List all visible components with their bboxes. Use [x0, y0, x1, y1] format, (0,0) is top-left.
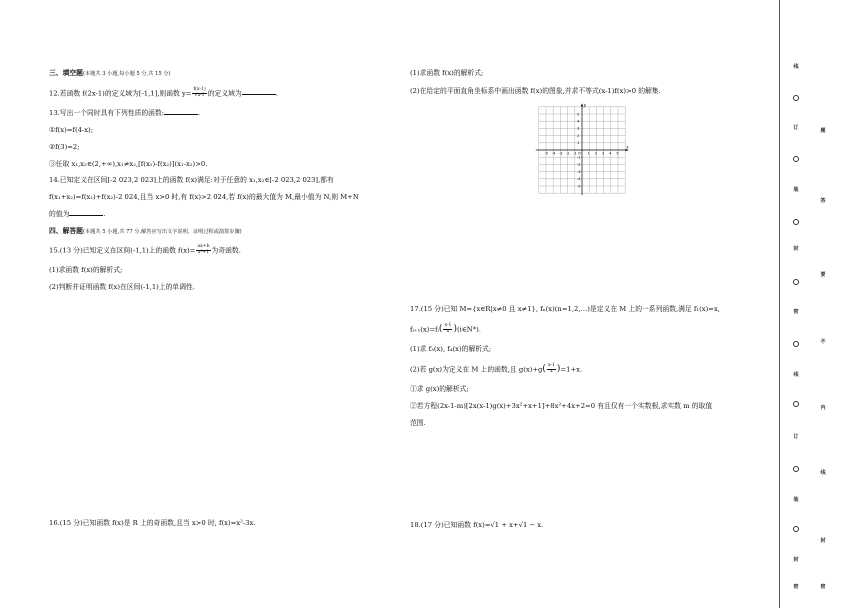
section-4-heading — [49, 227, 242, 235]
q15-frac-num: ax+b — [197, 244, 210, 249]
q17-part-2-fraction — [547, 364, 556, 375]
x-tick-label: 2 — [594, 151, 598, 156]
q17-line-2-rparen: ) — [453, 324, 457, 334]
binding-char: 线 — [793, 372, 799, 378]
binding-hole-circle — [793, 156, 799, 162]
y-tick-label: 3 — [577, 126, 580, 131]
q17-part-2-lparen: ( — [542, 364, 546, 374]
coordinate-grid-svg — [536, 103, 628, 197]
y-tick-label: 1 — [577, 141, 580, 146]
q17-line-2-prefix: fᵢ₊₁(x)=fᵢ — [410, 325, 439, 334]
q15-prefix: 15.(13 分)已知定义在区间(-1,1)上的函数 f(x)= — [49, 246, 196, 255]
binding-hole-circle — [793, 466, 799, 472]
y-tick-label: 2 — [577, 133, 580, 138]
binding-char: 要 — [820, 272, 826, 278]
q15-fraction — [196, 245, 210, 256]
binding-char: 装 — [793, 187, 799, 193]
x-tick-label: -1 — [573, 151, 577, 156]
y-tick-label: -3 — [577, 169, 581, 174]
q14-answer-blank[interactable] — [69, 210, 106, 218]
x-tick-label: -3 — [558, 151, 563, 156]
q17-line-2-frac-num: x-1 — [444, 323, 452, 329]
q12-prefix: 12.若函数 f(2x-1)的定义域为[-1,1],则函数 y= — [49, 89, 192, 98]
x-axis-label: x — [626, 145, 629, 151]
q17-part-2-prefix: (2)若 g(x)为定义在 M 上的函数,且 g(x)+g — [410, 365, 543, 374]
binding-char: 订 — [793, 434, 799, 440]
question-18: 18.(17 分)已知函数 f(x)=√1 + x+√1 − x. — [410, 521, 544, 529]
q17-line-2 — [410, 324, 481, 335]
binding-hole-circle — [793, 341, 799, 347]
x-tick-label: 5 — [616, 151, 619, 156]
binding-char: 封 — [793, 557, 799, 563]
q17-line-2-suffix: (i∈N*). — [456, 325, 481, 334]
q17-sub-1: ①求 g(x)的解析式; — [410, 385, 469, 393]
x-tick-label: 1 — [587, 151, 590, 156]
q12-suffix: 的定义域为 — [207, 89, 242, 98]
question-12 — [49, 88, 278, 99]
q17-part-2 — [410, 364, 582, 375]
binding-char: 封 — [793, 246, 799, 252]
q15-part-1: (1)求函数 f(x)的解析式; — [49, 266, 123, 274]
q17-line-2-frac-den: x — [446, 328, 450, 334]
question-15 — [49, 245, 241, 256]
q12-frac-num: f(x-1) — [193, 87, 206, 92]
y-tick-label: 4 — [577, 119, 580, 124]
section-4-note: (本题共 5 小题,共 77 分.解答应写出文字说明、证明过程或演算步骤) — [82, 229, 242, 235]
coordinate-grid — [536, 103, 628, 197]
binding-char: 订 — [793, 125, 799, 131]
q15-part-2: (2)判断并证明函数 f(x)在区间(-1,1)上的单调性. — [49, 283, 195, 291]
q14-line-3-text: 的值为 — [49, 210, 70, 218]
binding-char: 答 — [820, 198, 826, 204]
q14-end: . — [103, 210, 106, 218]
x-tick-label: 4 — [609, 151, 612, 156]
binding-hole-circle — [793, 279, 799, 285]
q13-property-2: ②f(3)=2; — [49, 143, 80, 151]
section-3-title: 三、填空题 — [49, 69, 83, 77]
q14-line-1: 14.已知定义在区间[-2 023,2 023]上的函数 f(x)满足:对于任意的 x₁,x₂∈[-2 023,2 023],都有 — [49, 176, 334, 184]
section-3-heading — [49, 69, 171, 77]
y-tick-label: 5 — [577, 112, 580, 117]
y-tick-label: -1 — [577, 155, 581, 160]
q17-part-2-suffix: =1+x. — [560, 365, 583, 374]
q16-part-2: (2)在给定的平面直角坐标系中画出函数 f(x)的图象,并求不等式(x-1)f(x)>0 的解集. — [410, 87, 661, 95]
q14-line-2: f(x₁+x₂)=f(x₁)+f(x₂)-2 024,且当 x>0 时,有 f(x)>2 024,若 f(x)的最大值为 M,最小值为 N,则 M+N — [49, 193, 359, 201]
q13-property-1: ①f(x)=f(4-x); — [49, 126, 94, 134]
binding-char: 密 — [793, 309, 799, 315]
y-tick-label: -4 — [577, 177, 581, 182]
binding-char: 装 — [793, 497, 799, 503]
question-13 — [49, 109, 200, 117]
binding-char: 题 — [820, 128, 826, 134]
q15-frac-den: x²+1 — [197, 249, 210, 255]
q17-line-2-fraction — [443, 324, 452, 335]
binding-hole-circle — [793, 219, 799, 225]
q13-answer-blank[interactable] — [164, 109, 201, 117]
q13-property-3: ③任取 x₁,x₂∈(2,+∞),x₁≠x₂,[f(x₁)-f(x₂)](x₁-x₂)>0. — [49, 160, 208, 168]
q17-part-1: (1)求 f₃(x), f₄(x)的解析式; — [410, 345, 492, 353]
binding-char: 内 — [820, 405, 826, 411]
q12-end: . — [275, 89, 278, 98]
y-tick-label: -5 — [577, 184, 581, 189]
q17-part-2-rparen: ) — [556, 364, 561, 374]
q17-line-1: 17.(15 分)已知 M={x∈R|x≠0 且 x≠1}, fₙ(x)(n=1,2,…)是定义在 M 上的一系列函数,满足 f₁(x)=x, — [410, 305, 720, 313]
q12-answer-blank[interactable] — [242, 89, 278, 98]
binding-hole-circle — [793, 401, 799, 407]
binding-hole-circle — [793, 95, 799, 101]
x-tick-label: -2 — [566, 151, 570, 156]
binding-hole-circle — [793, 526, 799, 532]
q12-fraction — [192, 88, 206, 99]
section-3-note: (本题共 3 小题,每小题 5 分,共 15 分) — [82, 71, 171, 77]
y-axis-label: y — [583, 103, 587, 109]
q17-line-2-lparen: ( — [438, 324, 443, 334]
origin-label: O — [578, 150, 581, 156]
question-16: 16.(15 分)已知函数 f(x)是 R 上的奇函数,且当 x>0 时, f(x)=x²-3x. — [49, 519, 256, 527]
q13-end: . — [198, 109, 201, 117]
binding-char: 线 — [793, 64, 799, 70]
q17-sub-2-line-2: 范围. — [410, 419, 426, 427]
q13-line: 13.写出一个同时具有下列性质的函数: — [49, 109, 165, 117]
binding-char: 线 — [820, 470, 826, 476]
section-4-title: 四、解答题 — [49, 227, 83, 235]
q17-sub-2-line-1: ②若方程(2x-1-m)[2x(x-1)g(x)+3x²+x+1]+8x²+4x+2=0 有且仅有一个实数根,求实数 m 的取值 — [410, 402, 713, 410]
q16-part-1: (1)求函数 f(x)的解析式; — [410, 69, 484, 77]
binding-char: 密 — [820, 584, 826, 590]
binding-char: 不 — [820, 339, 826, 345]
q12-frac-den: √x-1 — [194, 92, 205, 98]
q17-part-2-frac-den: x — [550, 368, 553, 374]
binding-char: 密 — [793, 584, 799, 590]
binding-char: 封 — [820, 538, 826, 544]
x-tick-label: -5 — [544, 151, 548, 156]
y-tick-label: -2 — [577, 162, 581, 167]
x-tick-label: -4 — [551, 151, 556, 156]
q14-line-3 — [49, 210, 106, 218]
x-tick-label: 3 — [602, 151, 605, 156]
q17-part-2-frac-num: x-1 — [547, 363, 555, 369]
q15-suffix: 为奇函数. — [211, 246, 241, 255]
binding-line — [779, 0, 780, 608]
